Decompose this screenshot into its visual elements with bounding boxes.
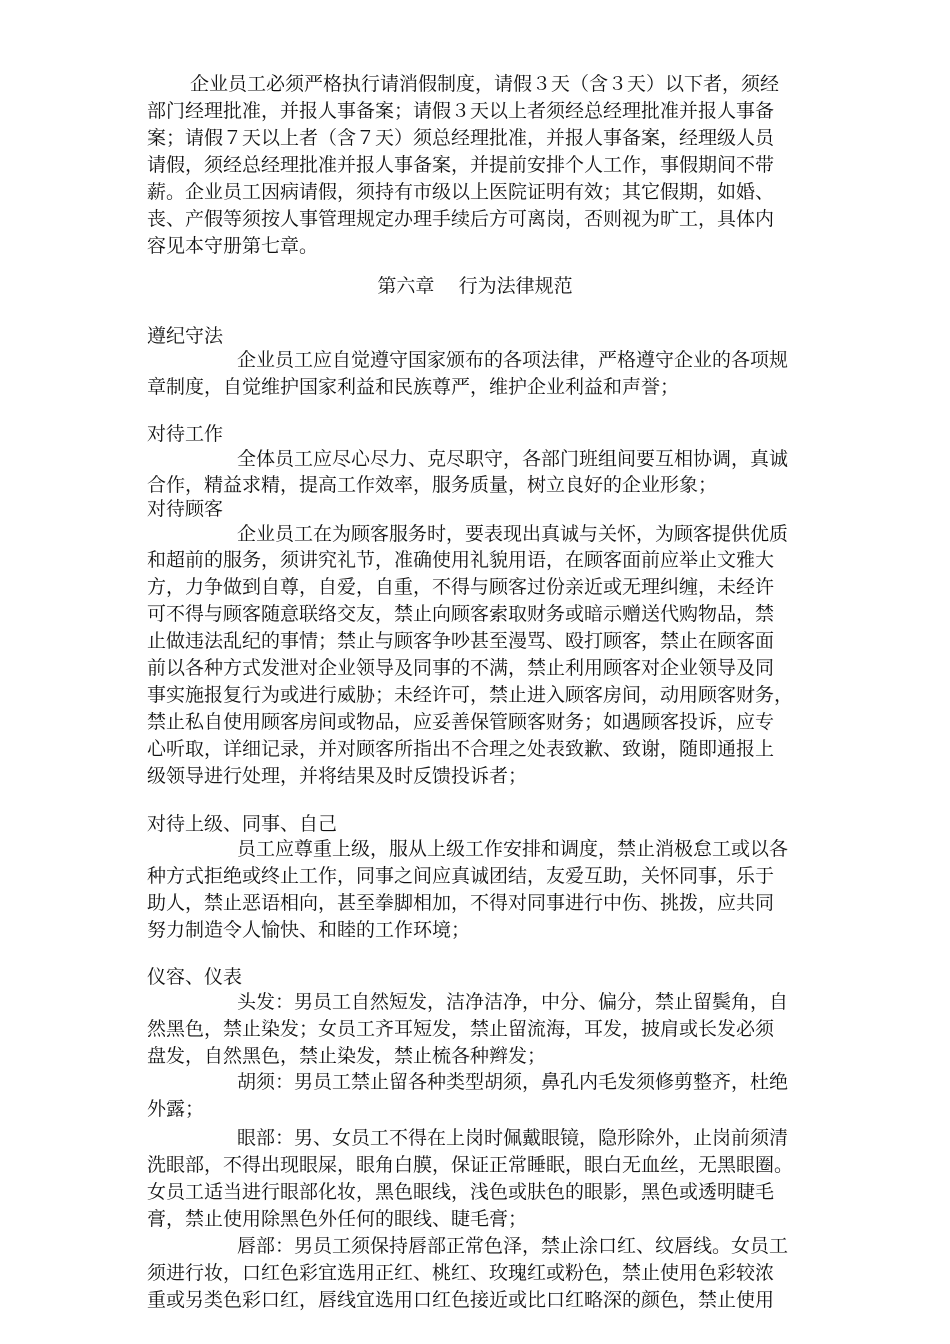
text-line: 头发：男员工自然短发，洁净洁净，中分、偏分，禁止留鬓角，自 [237,991,789,1013]
text-line: 外露； [147,1098,205,1120]
section-heading: 对待上级、同事、自己 [147,813,338,835]
text-line: 禁止私自使用顾客房间或物品，应妥善保管顾客财务；如遇顾客投诉，应专 [147,711,775,733]
text-line: 前以各种方式发泄对企业领导及同事的不满，禁止利用顾客对企业领导及同 [147,657,775,679]
text-line: 企业员工必须严格执行请消假制度，请假３天（含３天）以下者，须经 [190,73,780,95]
text-line: 种方式拒绝或终止工作，同事之间应真诚团结，友爱互助，关怀同事，乐于 [147,865,775,887]
text-line: 唇部：男员工须保持唇部正常色泽，禁止涂口红、纹唇线。女员工 [237,1235,789,1257]
text-line: 止做违法乱纪的事情；禁止与顾客争吵甚至漫骂、殴打顾客，禁止在顾客面 [147,630,775,652]
text-line: 案；请假７天以上者（含７天）须总经理批准，并报人事备案，经理级人员 [147,127,775,149]
text-line: 级领导进行处理，并将结果及时反馈投诉者； [147,765,528,787]
text-line: 助人，禁止恶语相向，甚至拳脚相加，不得对同事进行中伤、挑拨，应共同 [147,892,775,914]
text-line: 膏，禁止使用除黑色外任何的眼线、睫毛膏； [147,1208,528,1230]
section-heading: 仪容、仪表 [147,966,243,988]
text-line: 可不得与顾客随意联络交友，禁止向顾客索取财务或暗示赠送代购物品，禁 [147,603,775,625]
text-line: 企业员工在为顾客服务时，要表现出真诚与关怀，为顾客提供优质 [237,523,789,545]
text-line: 企业员工应自觉遵守国家颁布的各项法律，严格遵守企业的各项规 [237,349,789,371]
text-line: 合作，精益求精，提高工作效率，服务质量，树立良好的企业形象； [147,474,718,496]
text-line: 然黑色，禁止染发；女员工齐耳短发，禁止留流海，耳发，披肩或长发必须 [147,1018,775,1040]
text-line: 事实施报复行为或进行威胁；未经许可，禁止进入顾客房间，动用顾客财务， [147,684,794,706]
chapter-title: 第六章 行为法律规范 [377,275,573,297]
text-line: 女员工适当进行眼部化妆，黑色眼线，浅色或肤色的眼影，黑色或透明睫毛 [147,1181,775,1203]
text-line: 重或另类色彩口红，唇线宜选用口红色接近或比口红略深的颜色，禁止使用 [147,1289,775,1311]
text-line: 员工应尊重上级，服从上级工作安排和调度，禁止消极怠工或以各 [237,838,789,860]
section-heading: 对待顾客 [147,498,224,520]
section-heading: 遵纪守法 [147,325,224,347]
text-line: 眼部：男、女员工不得在上岗时佩戴眼镜，隐形除外，止岗前须清 [237,1127,789,1149]
text-line: 努力制造令人愉快、和睦的工作环境； [147,919,471,941]
text-line: 盘发，自然黑色，禁止染发，禁止梳各种辫发； [147,1045,547,1067]
text-line: 胡须：男员工禁止留各种类型胡须，鼻孔内毛发须修剪整齐，杜绝 [237,1071,789,1093]
text-line: 章制度，自觉维护国家利益和民族尊严，维护企业利益和声誉； [147,376,680,398]
text-line: 容见本守册第七章。 [147,235,319,257]
text-line: 洗眼部，不得出现眼屎，眼角白膜，保证正常睡眠，眼白无血丝，无黑眼圈。 [147,1154,794,1176]
text-line: 和超前的服务，须讲究礼节，准确使用礼貌用语，在顾客面前应举止文雅大 [147,549,775,571]
text-line: 全体员工应尽心尽力、克尽职守，各部门班组间要互相协调，真诚 [237,448,789,470]
text-line: 丧、产假等须按人事管理规定办理手续后方可离岗，否则视为旷工，具体内 [147,208,775,230]
text-line: 须进行妆，口红色彩宜选用正红、桃红、玫瑰红或粉色，禁止使用色彩较浓 [147,1262,775,1284]
section-heading: 对待工作 [147,423,224,445]
text-line: 部门经理批准，并报人事备案；请假３天以上者须经总经理批准并报人事备 [147,100,775,122]
text-line: 薪。企业员工因病请假，须持有市级以上医院证明有效；其它假期，如婚、 [147,181,775,203]
text-line: 心听取，详细记录，并对顾客所指出不合理之处表致歉、致谢，随即通报上 [147,738,775,760]
text-line: 请假，须经总经理批准并报人事备案，并提前安排个人工作，事假期间不带 [147,154,775,176]
text-line: 方，力争做到自尊，自爱，自重，不得与顾客过份亲近或无理纠缠，未经许 [147,576,775,598]
